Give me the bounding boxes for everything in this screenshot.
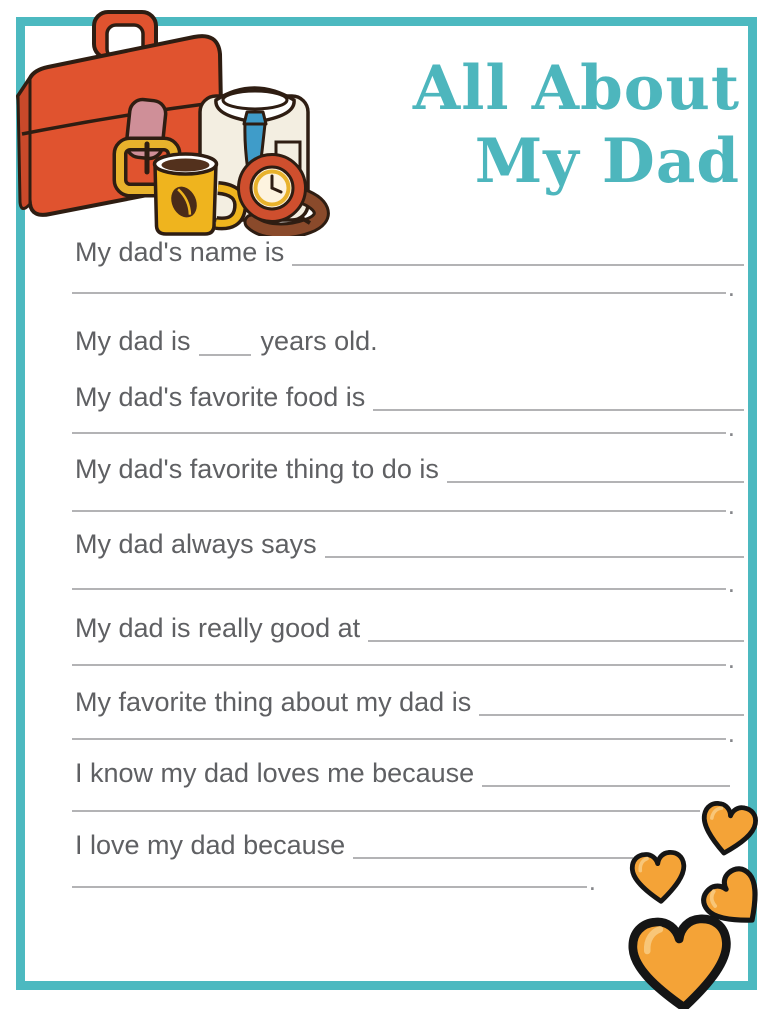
continuation-line xyxy=(63,860,596,896)
prompt-label: My favorite thing about my dad is xyxy=(75,687,472,717)
line-period: . xyxy=(727,568,735,598)
fill-in-line xyxy=(72,782,700,812)
fill-in-line xyxy=(353,829,633,859)
prompt-favorite-thing-to-do xyxy=(63,453,744,485)
prompt-label: My dad's name is xyxy=(75,237,285,267)
line-period: . xyxy=(727,490,735,520)
continuation-line xyxy=(63,784,700,812)
fill-in-blank xyxy=(199,324,251,356)
prompt-label: I know my dad loves me because xyxy=(75,758,475,788)
prompt-label: My dad's favorite thing to do is xyxy=(75,454,439,484)
line-period: . xyxy=(727,272,735,302)
fill-in-line xyxy=(292,236,744,266)
heart-icon xyxy=(626,848,692,907)
continuation-line xyxy=(63,406,735,442)
line-period: . xyxy=(727,644,735,674)
dad-items-illustration xyxy=(4,4,338,236)
title-line-1: All About xyxy=(412,53,740,124)
continuation-line xyxy=(63,712,735,748)
fill-in-line xyxy=(72,710,726,740)
line-period: . xyxy=(588,866,596,896)
prompt-label: My dad's favorite food is xyxy=(75,382,366,412)
fill-in-line xyxy=(325,528,744,558)
watch-icon xyxy=(245,161,321,231)
fill-in-line xyxy=(72,264,726,294)
prompt-label: My dad always says xyxy=(75,529,317,559)
prompt-dad-age xyxy=(63,318,744,357)
prompt-label: I love my dad because xyxy=(75,830,346,860)
fill-in-line xyxy=(72,482,726,512)
fill-in-line xyxy=(447,453,744,483)
line-period: . xyxy=(727,412,735,442)
continuation-line xyxy=(63,562,735,598)
prompt-label: years old. xyxy=(260,326,378,356)
fill-in-line xyxy=(72,858,587,888)
title-line-2: My Dad xyxy=(474,126,740,198)
fill-in-line xyxy=(72,636,726,666)
continuation-line xyxy=(63,638,735,674)
fill-in-line xyxy=(72,560,726,590)
fill-in-line xyxy=(72,404,726,434)
prompt-label: My dad is really good at xyxy=(75,613,361,643)
continuation-line xyxy=(63,266,735,302)
prompt-label: My dad is xyxy=(75,326,191,356)
continuation-line xyxy=(63,484,735,520)
prompt-always-says xyxy=(63,528,744,560)
line-period: . xyxy=(727,718,735,748)
heart-icon xyxy=(623,912,740,1009)
heart-icon xyxy=(694,798,762,862)
